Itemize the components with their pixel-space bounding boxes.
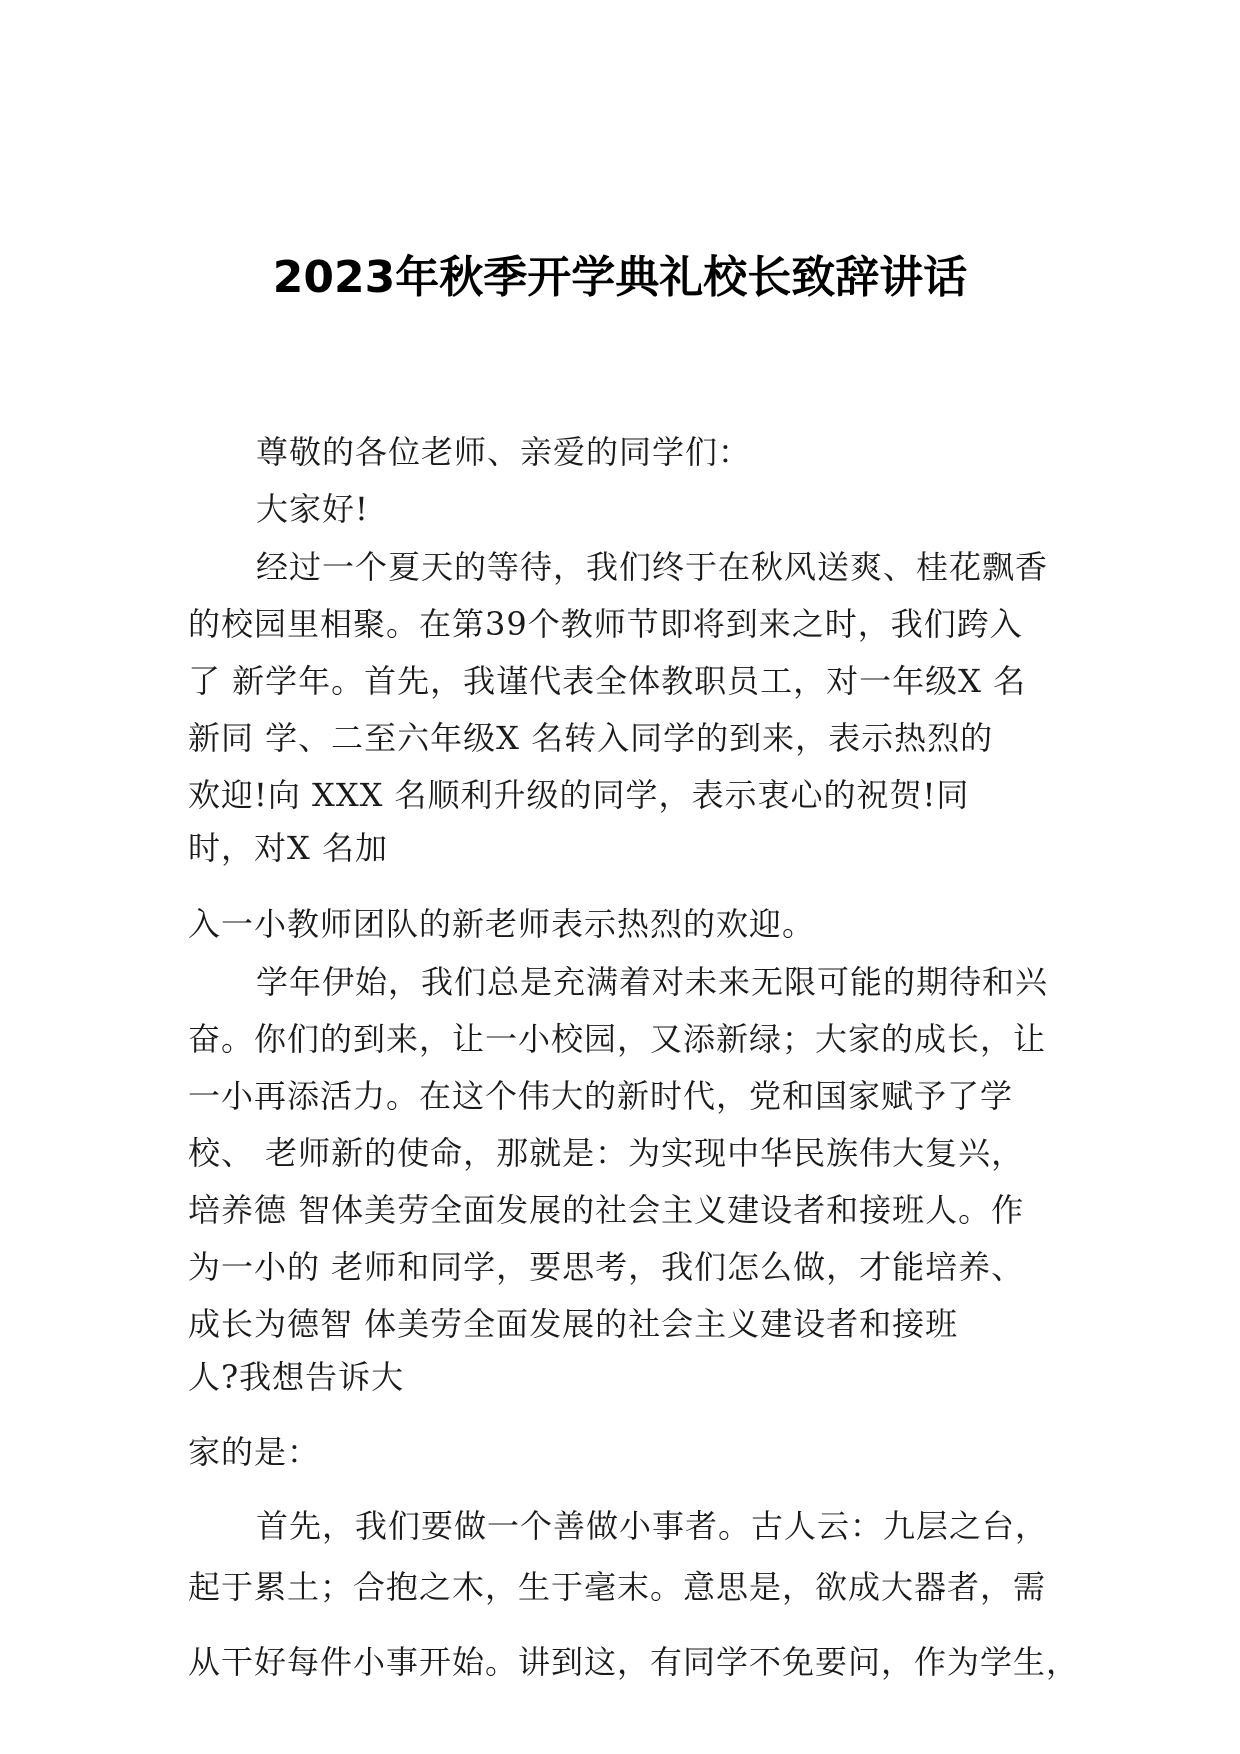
document-title: 2023年秋季开学典礼校长致辞讲话 — [272, 252, 968, 303]
paragraph-line: 入一小教师团队的新老师表示热烈的欢迎。 — [188, 905, 816, 943]
paragraph-line: 学年伊始，我们总是充满着对未来无限可能的期待和兴 — [256, 963, 1049, 1001]
paragraph-line: 培养德 智体美劳全面发展的社会主义建设者和接班人。作 — [188, 1191, 1025, 1229]
paragraph-line: 起于累土；合抱之木，生于毫末。意思是，欲成大器者，需 — [188, 1568, 1047, 1606]
paragraph-line: 成长为德智 体美劳全面发展的社会主义建设者和接班 — [188, 1305, 959, 1343]
paragraph-line: 校、 老师新的使命，那就是：为实现中华民族伟大复兴， — [188, 1134, 1025, 1172]
paragraph-line: 人?我想告诉大 — [188, 1358, 405, 1396]
greeting-line: 大家好! — [256, 490, 369, 528]
paragraph-line: 为一小的 老师和同学，要思考，我们怎么做，才能培养、 — [188, 1248, 1025, 1286]
paragraph-line: 家的是： — [188, 1433, 321, 1471]
salutation-line: 尊敬的各位老师、亲爱的同学们： — [256, 433, 752, 471]
paragraph-line: 新同 学、二至六年级X 名转入同学的到来，表示热烈的 — [188, 719, 994, 757]
paragraph-line: 欢迎!向 XXX 名顺利升级的同学，表示衷心的祝贺!同 — [188, 776, 970, 814]
paragraph-line: 奋。你们的到来，让一小校园，又添新绿；大家的成长，让 — [188, 1020, 1047, 1058]
paragraph-line: 时，对X 名加 — [188, 829, 388, 867]
paragraph-line: 的校园里相聚。在第39个教师节即将到来之时，我们跨入 — [188, 605, 1023, 643]
paragraph-line: 首先，我们要做一个善做小事者。古人云：九层之台， — [256, 1507, 1049, 1545]
paragraph-line: 一小再添活力。在这个伟大的新时代，党和国家赋予了学 — [188, 1077, 1014, 1115]
paragraph-line: 了 新学年。首先，我谨代表全体教职员工，对一年级X 名 — [188, 662, 1027, 700]
paragraph-line: 从干好每件小事开始。讲到这，有同学不免要问，作为学生， — [188, 1643, 1080, 1681]
paragraph-line: 经过一个夏天的等待，我们终于在秋风送爽、桂花飘香 — [256, 548, 1049, 586]
